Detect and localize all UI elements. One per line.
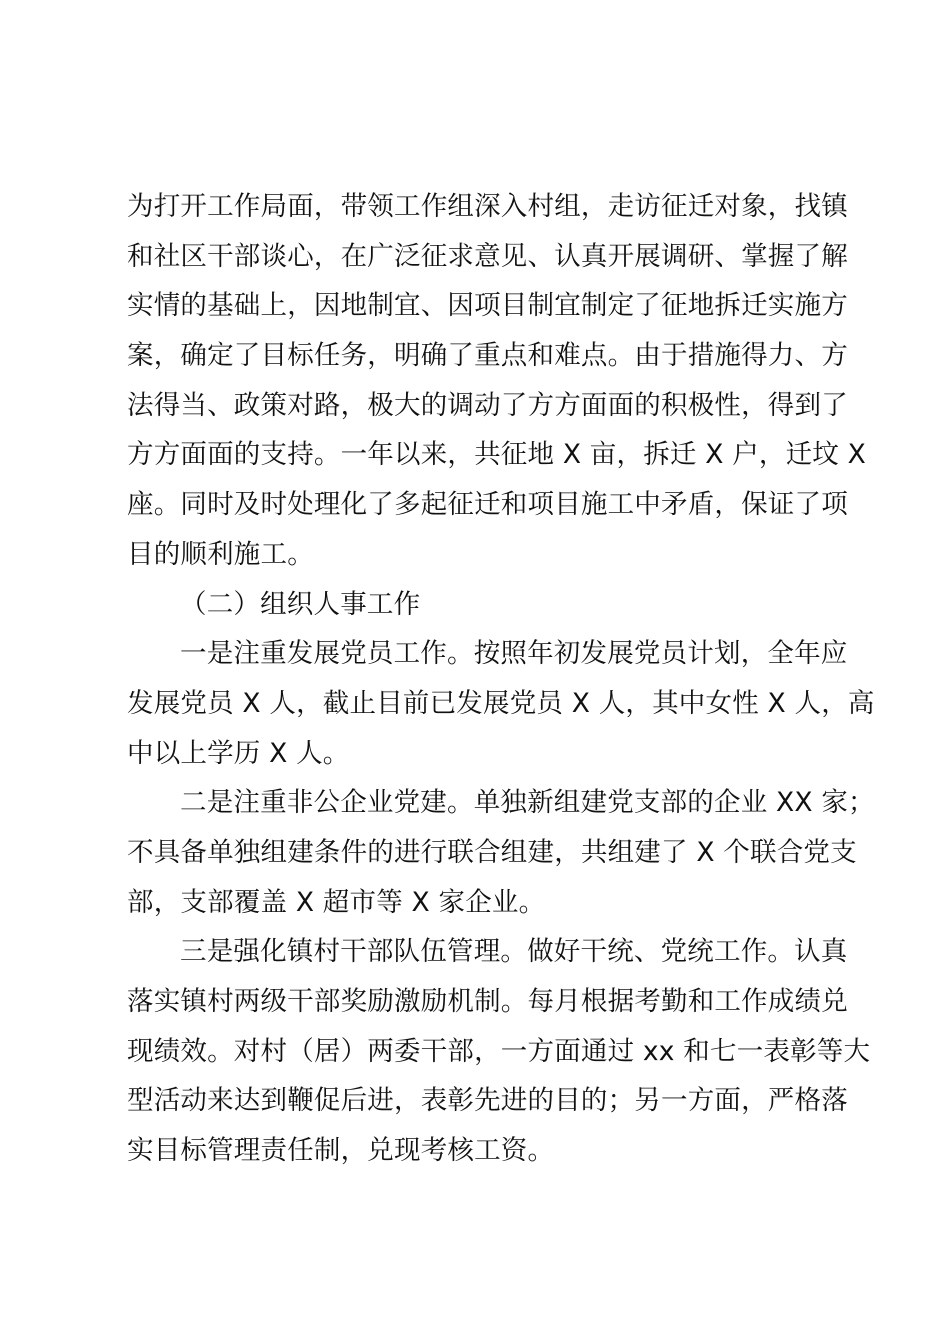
paragraph-start-line: 三是强化镇村干部队伍管理。做好干统、党统工作。认真 [180,936,848,968]
paragraph-start-line: 一是注重发展党员工作。按照年初发展党员计划，全年应 [180,638,848,670]
text-line: 部，支部覆盖 X 超市等 X 家企业。 [127,886,546,918]
text-line: 中以上学历 X 人。 [127,737,350,769]
text-line: 实情的基础上，因地制宜、因项目制宜制定了征地拆迁实施方 [127,290,848,322]
text-line: 落实镇村两级干部奖励激励机制。每月根据考勤和工作成绩兑 [127,986,848,1017]
paragraph-start-line: 二是注重非公企业党建。单独新组建党支部的企业 XX 家； [180,787,875,819]
text-line: 实目标管理责任制，兑现考核工资。 [127,1135,555,1167]
section-heading: （二）组织人事工作 [180,588,421,620]
text-line: 不具备单独组建条件的进行联合组建，共组建了 X 个联合党支 [127,836,857,868]
text-line: 案，确定了目标任务，明确了重点和难点。由于措施得力、方 [127,340,848,372]
text-line: 现绩效。对村（居）两委干部，一方面通过 xx 和七一表彰等大 [127,1035,871,1067]
document-body [127,182,875,1176]
text-line: 座。同时及时处理化了多起征迁和项目施工中矛盾，保证了项 [127,489,848,521]
text-line: 和社区干部谈心，在广泛征求意见、认真开展调研、掌握了解 [127,240,848,272]
text-line: 方方面面的支持。一年以来，共征地 X 亩，拆迁 X 户，迁坟 X [127,439,866,471]
text-line: 为打开工作局面，带领工作组深入村组，走访征迁对象，找镇 [127,191,848,222]
text-line: 目的顺利施工。 [127,538,314,570]
text-line: 发展党员 X 人，截止目前已发展党员 X 人，其中女性 X 人，高 [127,687,875,719]
text-line: 法得当、政策对路，极大的调动了方方面面的积极性，得到了 [127,389,848,421]
text-line: 型活动来达到鞭促后进，表彰先进的目的；另一方面，严格落 [127,1085,848,1117]
